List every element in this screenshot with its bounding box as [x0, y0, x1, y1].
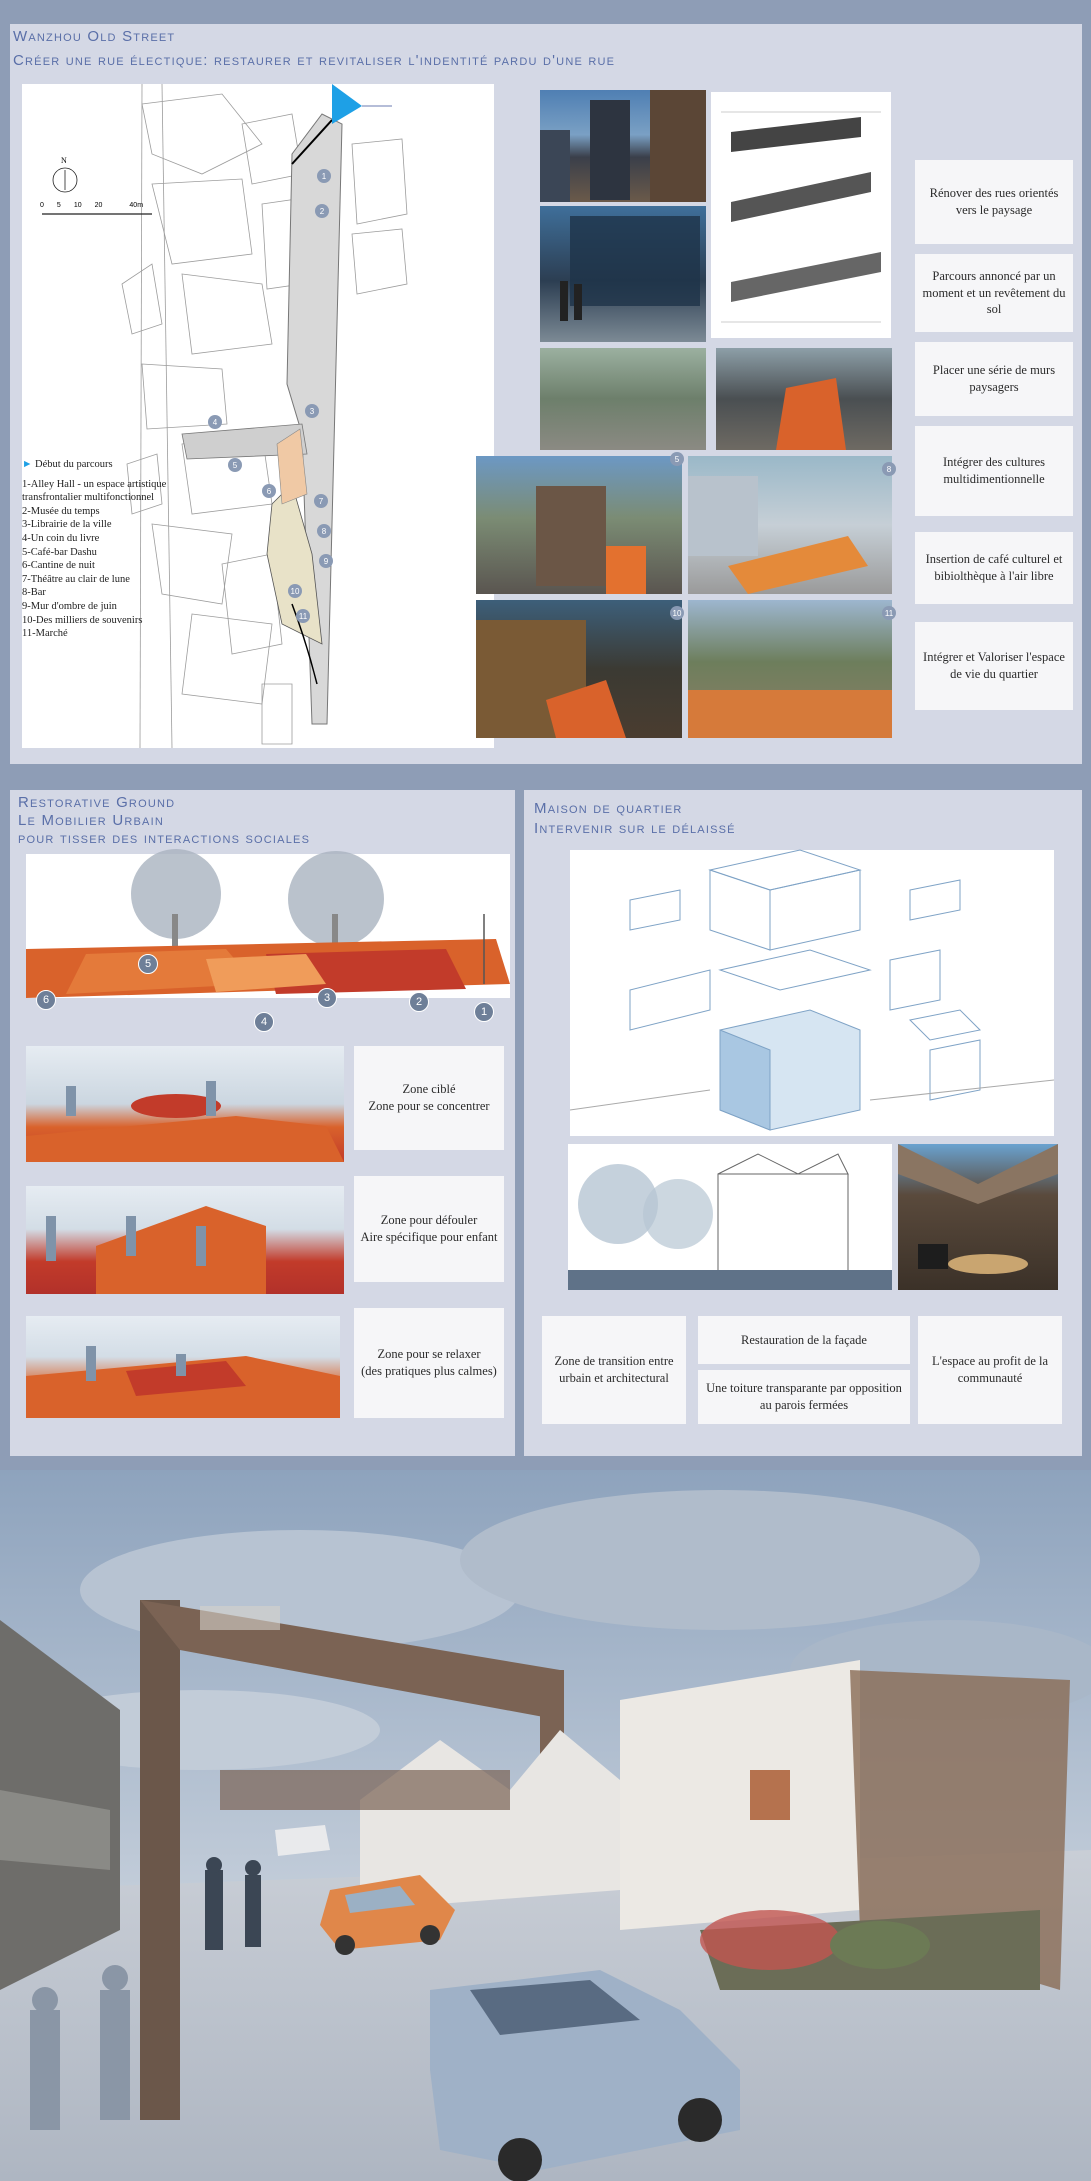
- photo-building-alley: [476, 456, 682, 594]
- principle-card: Intégrer et Valoriser l'espace de vie du quartier: [915, 622, 1073, 710]
- start-marker-icon: ►: [22, 459, 33, 470]
- scale-bar-labels: [40, 202, 160, 209]
- photo-glass-wall: [540, 206, 706, 342]
- restorative-title-1: Restorative Ground: [18, 794, 176, 811]
- legend-item: 5-Café-bar Dashu: [22, 546, 97, 558]
- zone-relax-render: [26, 1316, 340, 1418]
- restorative-title-3: pour tisser des interactions sociales: [18, 830, 311, 847]
- zone-card: [354, 1308, 504, 1418]
- maison-title-2: Intervenir sur le délaissé: [534, 820, 736, 837]
- furniture-number: 2: [409, 992, 429, 1012]
- furniture-perspective: [26, 854, 510, 1028]
- map-badge: 3: [305, 404, 319, 418]
- section-diagram: [711, 92, 891, 338]
- top-panel: [10, 24, 1082, 764]
- legend-item: 4-Un coin du livre: [22, 532, 100, 544]
- map-badge: 5: [228, 458, 242, 472]
- maison-title-1: Maison de quartier: [534, 800, 683, 817]
- zone-card-line2: Zone pour se concentrer: [368, 1099, 490, 1113]
- top-title: Wanzhou Old Street: [13, 28, 176, 45]
- map-legend: [22, 458, 192, 641]
- photo-orange-path: [716, 348, 892, 450]
- zone-card-line1: Zone pour se relaxer: [377, 1347, 481, 1362]
- photo-alley-entrance: [540, 90, 706, 202]
- legend-item: 7-Théâtre au clair de lune: [22, 573, 130, 585]
- principle-card: Placer une série de murs paysagers: [915, 342, 1073, 416]
- zone-card-line1: Zone ciblé: [402, 1082, 456, 1097]
- restorative-panel: [10, 790, 515, 1456]
- map-badge: 1: [317, 169, 331, 183]
- legend-item: 11-Marché: [22, 628, 68, 640]
- photo-orange-steps: [688, 456, 892, 594]
- map-badge: 7: [314, 494, 328, 508]
- zone-card: [354, 1176, 504, 1282]
- photo-street-trees: [540, 348, 706, 450]
- legend-item: 8-Bar: [22, 587, 46, 599]
- exploded-axonometric: [570, 850, 1054, 1136]
- site-map: [22, 84, 494, 748]
- map-badge: 4: [208, 415, 222, 429]
- map-badge: 9: [319, 554, 333, 568]
- compass-label: N: [61, 156, 67, 165]
- zone-play-render: [26, 1186, 344, 1294]
- restorative-title-2: Le Mobilier Urbain: [18, 812, 164, 829]
- scale-label: 0: [40, 202, 44, 209]
- interior-render: [898, 1144, 1058, 1290]
- street-perspective-render: [0, 1470, 1091, 2181]
- furniture-number: 5: [138, 954, 158, 974]
- legend-item: 2-Musée du temps: [22, 505, 100, 517]
- maison-card-facade: Restauration de la façade: [698, 1316, 910, 1364]
- legend-item: 10-Des milliers de souvenirs: [22, 614, 143, 626]
- legend-item: 6-Cantine de nuit: [22, 560, 95, 572]
- map-badge: 10: [288, 584, 302, 598]
- top-subtitle: Créer une rue électique: restaurer et revitaliser l'indentité pardu d'une rue: [13, 52, 616, 69]
- maison-panel: [524, 790, 1082, 1456]
- scale-label: 20: [94, 202, 103, 209]
- principle-card: Parcours annoncé par un moment et un revêtement du sol: [915, 254, 1073, 332]
- map-drawing: [22, 84, 494, 748]
- furniture-number: 3: [317, 988, 337, 1008]
- scale-label: 40m: [129, 202, 144, 209]
- furniture-number: 6: [36, 990, 56, 1010]
- zone-card-line1: Zone pour défouler: [380, 1213, 478, 1228]
- photo-badge: 8: [882, 462, 896, 476]
- map-badge: 11: [296, 609, 310, 623]
- maison-card-toiture: Une toiture transparante par opposition au parois fermées: [698, 1370, 910, 1424]
- photo-badge: 5: [670, 452, 684, 466]
- zone-card: [354, 1046, 504, 1150]
- photo-badge: 11: [882, 606, 896, 620]
- map-badge: 6: [262, 484, 276, 498]
- zone-card-line2: Aire spécifique pour enfant: [360, 1230, 498, 1244]
- section-drawing: [568, 1144, 892, 1290]
- principle-card: Rénover des rues orientés vers le paysage: [915, 160, 1073, 244]
- map-badge: 8: [317, 524, 331, 538]
- legend-start: ► Début du parcours: [22, 459, 113, 470]
- principle-card: Intégrer des cultures multidimentionnelle: [915, 426, 1073, 516]
- maison-card-transition: Zone de transition entre urbain et architectural: [542, 1316, 686, 1424]
- zone-card-line2: (des pratiques plus calmes): [361, 1364, 497, 1378]
- legend-item: 9-Mur d'ombre de juin: [22, 600, 117, 612]
- legend-item: 3-Librairie de la ville: [22, 519, 112, 531]
- photo-badge: 10: [670, 606, 684, 620]
- legend-item: 1-Alley Hall - un espace artistique transfrontalier multifonctionnel: [22, 478, 167, 504]
- map-badge: 2: [315, 204, 329, 218]
- photo-night-wall: [476, 600, 682, 738]
- zone-focus-render: [26, 1046, 344, 1162]
- maison-card-espace: L'espace au profit de la communauté: [918, 1316, 1062, 1424]
- scale-label: 5: [56, 202, 61, 209]
- furniture-number: 4: [254, 1012, 274, 1032]
- photo-market: [688, 600, 892, 738]
- furniture-number: 1: [474, 1002, 494, 1022]
- principle-card: Insertion de café culturel et bibiolthèque à l'air libre: [915, 532, 1073, 604]
- scale-label: 10: [73, 202, 82, 209]
